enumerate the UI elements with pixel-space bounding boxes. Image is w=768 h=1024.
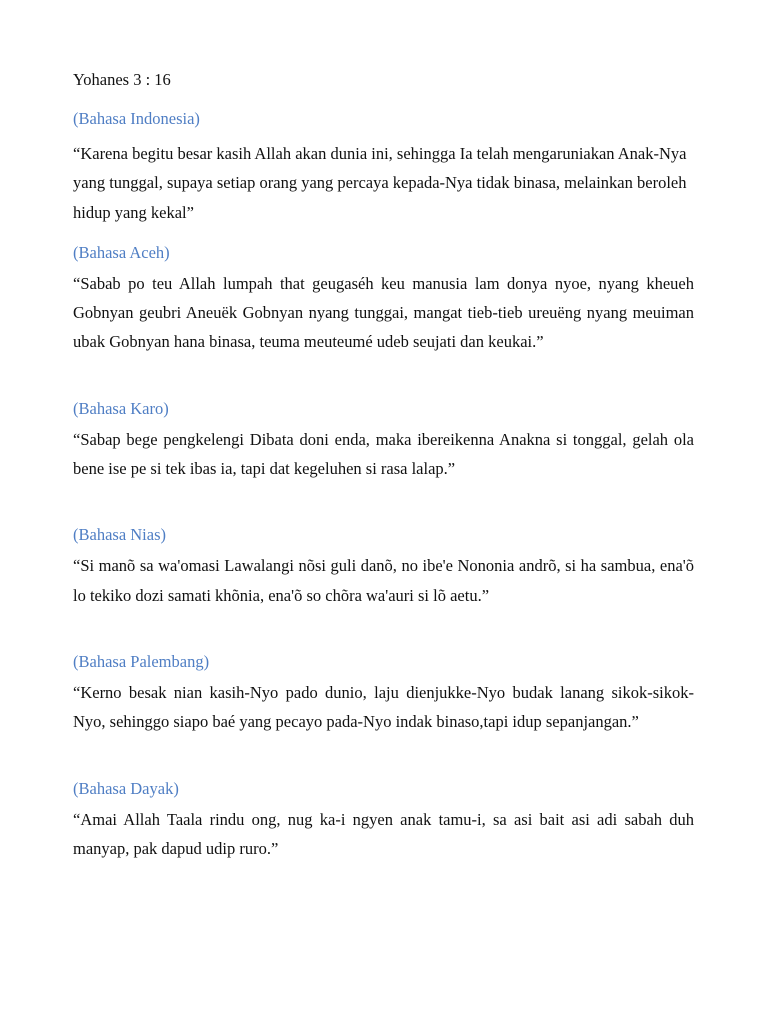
language-heading: (Bahasa Karo): [73, 398, 169, 418]
language-heading: (Bahasa Nias): [73, 525, 167, 545]
section-indonesia: [73, 105, 694, 227]
section-karo: [73, 395, 694, 484]
language-heading: (Bahasa Palembang): [73, 651, 210, 671]
page-title: Yohanes 3 : 16: [73, 70, 171, 89]
section-palembang: [73, 648, 694, 737]
section-aceh: [73, 239, 694, 357]
verse-text: “Karena begitu besar kasih Allah akan dunia ini, sehingga Ia telah mengaruniakan Anak-Nya yang tunggal, supaya setiap orang yang percaya kepada-Nya tidak binasa, melainkan beroleh hidup yang kekal”: [73, 144, 687, 222]
verse-text: “Amai Allah Taala rindu ong, nug ka-i ngyen anak tamu-i, sa asi bait asi adi sabah duh manyap, pak dapud udip ruro.”: [73, 809, 694, 858]
verse-text: “Sabab po teu Allah lumpah that geugaséh keu manusia lam donya nyoe, nyang kheueh Gobnyan geubri Aneuëk Gobnyan nyang tunggai, mangat tieb-tieb ureuëng nyang meuiman ubak Gobnyan hana binasa, teuma meuteumé udeb seujati dan keukai.”: [73, 273, 694, 352]
document-page: [73, 66, 694, 863]
verse-text: “Kerno besak nian kasih-Nyo pado dunio, laju dienjukke-Nyo budak lanang sikok-sikok-Nyo, sehinggo siapo baé yang pecayo pada-Nyo indak binaso,tapi idup sepanjangan.”: [73, 682, 694, 732]
verse-text: “Si manõ sa wa'omasi Lawalangi nõsi guli danõ, no ibe'e Nononia andrõ, si ha sambua, ena'õ lo tekiko dozi samati khõnia, ena'õ so chõra wa'auri si lõ aetu.”: [73, 556, 694, 605]
section-dayak: [73, 775, 694, 864]
language-heading: (Bahasa Aceh): [73, 242, 170, 262]
verse-text: “Sabap bege pengkelengi Dibata doni enda, maka ibereikenna Anakna si tonggal, gelah ola bene ise pe si tek ibas ia, tapi dat kegeluhen si rasa lalap.”: [73, 429, 694, 479]
section-nias: [73, 521, 694, 610]
language-heading: (Bahasa Dayak): [73, 778, 179, 798]
language-heading: (Bahasa Indonesia): [73, 109, 200, 128]
